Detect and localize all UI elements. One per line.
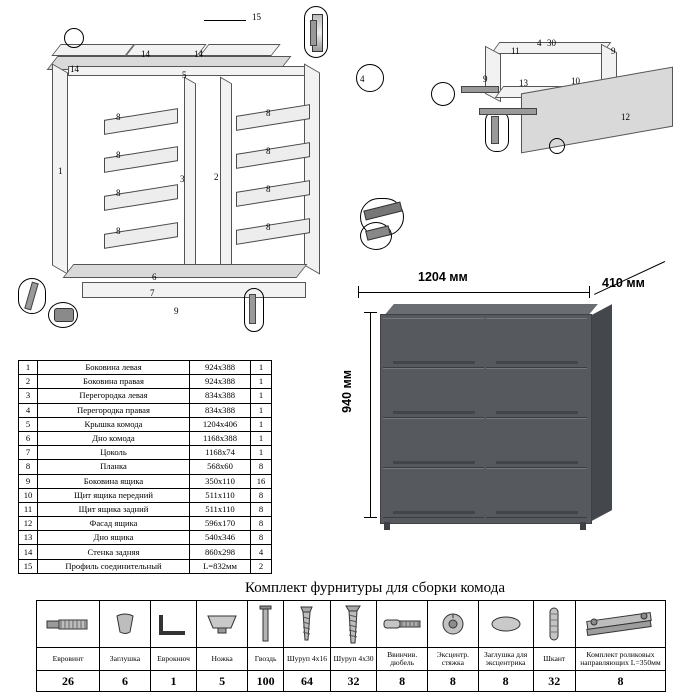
dimension-tick (358, 286, 359, 298)
part-qty: 8 (251, 502, 272, 516)
back-wall-panel (199, 44, 280, 56)
callout-8: 8 (116, 150, 121, 160)
part-number: 7 (19, 446, 38, 460)
part-number: 6 (19, 431, 38, 445)
dimension-tick (364, 312, 377, 313)
callout-13: 13 (519, 78, 528, 88)
drawer-front (486, 468, 587, 518)
part-size: 1204х406 (190, 417, 251, 431)
hardware-name: Гвоздь (248, 648, 284, 671)
height-dimension-label: 940 мм (340, 370, 354, 413)
hardware-name: Шуруп 4х30 (330, 648, 377, 671)
callout-8: 8 (116, 188, 121, 198)
part-qty: 1 (251, 389, 272, 403)
part-name: Боковина левая (38, 361, 190, 375)
hardware-name: Комплект роликовых направляющих L=350мм (575, 648, 665, 671)
drawer-front (486, 418, 587, 468)
hardware-name: Заглушка для эксцентрика (478, 648, 533, 671)
part-size: 1168х74 (190, 446, 251, 460)
hardware-qty: 5 (197, 671, 248, 692)
callout-4: 4 (537, 38, 542, 48)
hardware-qty: 8 (478, 671, 533, 692)
part-name: Щит ящика передний (38, 488, 190, 502)
part-size: 568х60 (190, 460, 251, 474)
table-row (19, 488, 272, 502)
callout-8: 8 (266, 222, 271, 232)
callout-5: 5 (182, 70, 187, 80)
part-qty: 8 (251, 488, 272, 502)
drawer-front (383, 318, 484, 368)
plank (236, 180, 310, 207)
cabinet-bottom-panel (63, 264, 308, 278)
callout-9: 9 (483, 74, 488, 84)
table-row (19, 431, 272, 445)
hardware-table (36, 600, 666, 692)
callout-8: 8 (116, 112, 121, 122)
part-qty: 16 (251, 474, 272, 488)
callout-15: 15 (252, 12, 261, 22)
part-number: 2 (19, 375, 38, 389)
drawer-facade (521, 67, 673, 154)
euro-screw-icon (37, 601, 100, 648)
callout-marker (431, 82, 455, 106)
table-row (19, 545, 272, 559)
part-number: 10 (19, 488, 38, 502)
hardware-qty: 26 (37, 671, 100, 692)
part-number: 15 (19, 559, 38, 573)
drawer-slide-icon (575, 601, 665, 648)
back-wall-panel (51, 44, 134, 56)
screw-icon (249, 294, 256, 324)
center-divider-right (220, 77, 232, 274)
part-name: Дно комода (38, 431, 190, 445)
part-qty: 8 (251, 460, 272, 474)
callout-9: 9 (174, 306, 179, 316)
part-size: 834х388 (190, 389, 251, 403)
part-size: 834х388 (190, 403, 251, 417)
nail-icon (248, 601, 284, 648)
cabinet-leg (384, 522, 390, 530)
part-qty: 1 (251, 431, 272, 445)
part-size: 924х388 (190, 361, 251, 375)
wood-dowel-icon (533, 601, 575, 648)
part-qty: 1 (251, 446, 272, 460)
callout-8: 8 (266, 146, 271, 156)
part-number: 1 (19, 361, 38, 375)
plank (236, 142, 310, 169)
callout-8: 8 (266, 108, 271, 118)
screw-4x30-icon (330, 601, 377, 648)
dresser-3d-view (340, 270, 695, 555)
part-number: 5 (19, 417, 38, 431)
drawer-front (383, 418, 484, 468)
hardware-name: Эксцентр. стяжка (428, 648, 479, 671)
callout-marker (549, 138, 565, 154)
part-qty: 2 (251, 559, 272, 573)
part-qty: 1 (251, 361, 272, 375)
part-name: Дно ящика (38, 531, 190, 545)
table-row (19, 361, 272, 375)
cam-lock-icon (428, 601, 479, 648)
part-size: 511х110 (190, 488, 251, 502)
part-number: 13 (19, 531, 38, 545)
plinth (82, 282, 306, 298)
part-name: Перегородка левая (38, 389, 190, 403)
width-dimension-label: 1204 мм (418, 270, 468, 284)
table-row (19, 389, 272, 403)
hardware-qty: 100 (248, 671, 284, 692)
callout-14: 14 (194, 49, 203, 59)
screw-icon (310, 20, 317, 46)
hardware-names-row (37, 648, 666, 671)
hardware-qty: 6 (100, 671, 151, 692)
table-row (19, 403, 272, 417)
part-size: 860х298 (190, 545, 251, 559)
cabinet-side-surface (590, 304, 612, 522)
part-size: 596х170 (190, 517, 251, 531)
part-qty: 1 (251, 375, 272, 389)
drawer-front (383, 368, 484, 418)
hardware-qty: 64 (284, 671, 331, 692)
callout-8: 8 (116, 226, 121, 236)
leg-icon (197, 601, 248, 648)
part-qty: 4 (251, 545, 272, 559)
table-row (19, 417, 272, 431)
callout-marker (64, 28, 84, 48)
hardware-section-title: Комплект фурнитуры для сборки комода (244, 580, 505, 596)
callout-10: 10 (571, 76, 580, 86)
callout-1: 1 (58, 166, 63, 176)
dimension-tick (364, 517, 377, 518)
cap-icon (100, 601, 151, 648)
leader-line (204, 20, 246, 21)
cabinet-top-front-edge (68, 66, 306, 76)
hardware-qty: 32 (533, 671, 575, 692)
screw-4x16-icon (284, 601, 331, 648)
part-number: 14 (19, 545, 38, 559)
hardware-qty: 8 (377, 671, 428, 692)
part-name: Перегородка правая (38, 403, 190, 417)
hardware-icons-row (37, 601, 666, 648)
callout-11: 11 (511, 46, 520, 56)
callout-4: 4 (360, 74, 365, 84)
table-row (19, 531, 272, 545)
hardware-name: Шуруп 4х16 (284, 648, 331, 671)
callout-14: 14 (70, 64, 79, 74)
hardware-name: Ввинчив. дюбель (377, 648, 428, 671)
dimension-line (358, 292, 590, 293)
leg-icon (54, 308, 74, 322)
hardware-name: Заглушка (100, 648, 151, 671)
dimension-tick (589, 286, 590, 298)
callout-14: 14 (141, 49, 150, 59)
table-row (19, 559, 272, 573)
depth-dimension-label: 410 мм (602, 276, 645, 290)
hardware-qty: 8 (575, 671, 665, 692)
hardware-name: Шкант (533, 648, 575, 671)
part-name: Фасад ящика (38, 517, 190, 531)
part-size: L=832мм (190, 559, 251, 573)
center-divider-left (184, 77, 196, 276)
table-row (19, 460, 272, 474)
hardware-name: Ножка (197, 648, 248, 671)
hardware-name: Евровинт (37, 648, 100, 671)
callout-30: 30 (547, 38, 556, 48)
hardware-qty: 1 (150, 671, 197, 692)
part-number: 11 (19, 502, 38, 516)
euro-key-icon (150, 601, 197, 648)
plank (236, 218, 310, 245)
table-row (19, 502, 272, 516)
part-number: 3 (19, 389, 38, 403)
part-name: Стенка задняя (38, 545, 190, 559)
callout-7: 7 (150, 288, 155, 298)
hardware-qty: 32 (330, 671, 377, 692)
cabinet-leg (580, 522, 586, 530)
drawer-detail-diagram (425, 20, 690, 160)
right-side-panel (304, 63, 320, 274)
drawer-front (383, 468, 484, 518)
part-size: 1168х388 (190, 431, 251, 445)
dowel-screw-icon (377, 601, 428, 648)
callout-2: 2 (214, 172, 219, 182)
table-row (19, 517, 272, 531)
cam-cap-icon (478, 601, 533, 648)
hardware-qty-row (37, 671, 666, 692)
part-size: 511х110 (190, 502, 251, 516)
parts-table (18, 360, 272, 574)
drawer-front (486, 368, 587, 418)
part-number: 9 (19, 474, 38, 488)
part-number: 12 (19, 517, 38, 531)
callout-8: 8 (266, 184, 271, 194)
table-row (19, 446, 272, 460)
table-row (19, 375, 272, 389)
hardware-qty: 8 (428, 671, 479, 692)
part-qty: 1 (251, 403, 272, 417)
dimension-line (370, 312, 371, 518)
callout-3: 3 (180, 174, 185, 184)
callout-6: 6 (152, 272, 157, 282)
hardware-name: Еврокнюч (150, 648, 197, 671)
part-name: Крышка комода (38, 417, 190, 431)
part-name: Щит ящика задний (38, 502, 190, 516)
part-name: Боковина ящика (38, 474, 190, 488)
part-name: Профиль соединительный (38, 559, 190, 573)
callout-9: 9 (611, 46, 616, 56)
part-name: Планка (38, 460, 190, 474)
part-qty: 8 (251, 517, 272, 531)
slide-rail-icon (479, 108, 537, 115)
part-number: 4 (19, 403, 38, 417)
part-number: 8 (19, 460, 38, 474)
drawer-front (486, 318, 587, 368)
plank (236, 104, 310, 131)
part-size: 924х388 (190, 375, 251, 389)
screw-icon (461, 86, 499, 93)
table-row (19, 474, 272, 488)
screw-icon (491, 116, 499, 144)
part-name: Цоколь (38, 446, 190, 460)
part-size: 350х110 (190, 474, 251, 488)
part-name: Боковина правая (38, 375, 190, 389)
callout-12: 12 (621, 112, 630, 122)
part-qty: 8 (251, 531, 272, 545)
part-qty: 1 (251, 417, 272, 431)
part-size: 540х346 (190, 531, 251, 545)
